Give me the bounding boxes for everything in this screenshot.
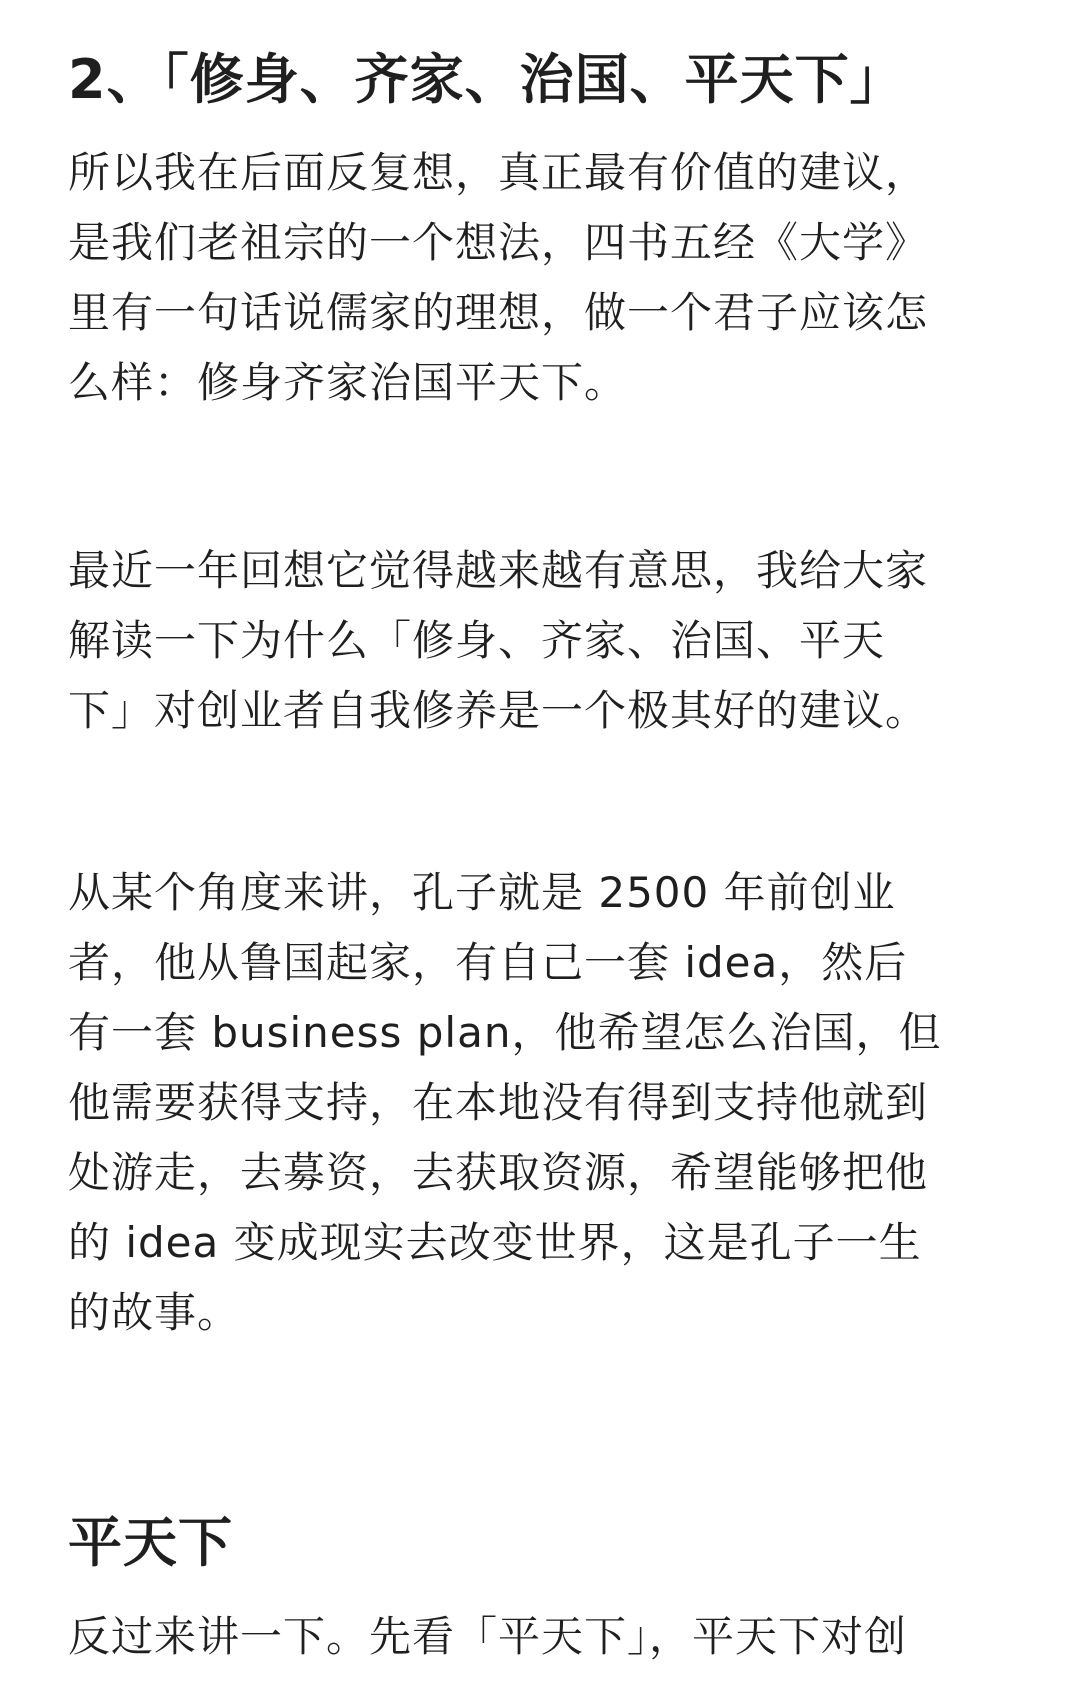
paragraph-line: 解读一下为什么「修身、齐家、治国、平天 [68, 616, 886, 665]
paragraph-line: 是我们老祖宗的一个想法，四书五经《大学》 [68, 218, 929, 267]
paragraph-line: 处游走，去募资，去获取资源，希望能够把他 [68, 1148, 929, 1197]
section-heading-xiushen: 2、「修身、齐家、治国、平天下」 [68, 48, 905, 111]
paragraph-line: 反过来讲一下。先看「平天下」，平天下对创 [68, 1612, 908, 1661]
paragraph-reflection [68, 536, 1012, 746]
paragraph-pingtianxia-intro [68, 1602, 1012, 1672]
section-heading-pingtianxia: 平天下 [68, 1511, 233, 1574]
paragraph-line: 有一套 business plan，他希望怎么治国，但 [68, 1008, 942, 1057]
paragraph-line: 的 idea 变成现实去改变世界，这是孔子一生 [68, 1218, 922, 1267]
paragraph-line: 么样：修身齐家治国平天下。 [68, 358, 628, 407]
paragraph-confucius-story [68, 858, 1012, 1348]
paragraph-line: 的故事。 [68, 1288, 241, 1337]
paragraph-line: 从某个角度来讲，孔子就是 2500 年前创业 [68, 868, 896, 917]
paragraph-line: 最近一年回想它觉得越来越有意思，我给大家 [68, 546, 929, 595]
paragraph-line: 所以我在后面反复想，真正最有价值的建议， [68, 148, 929, 197]
paragraph-line: 者，他从鲁国起家，有自己一套 idea，然后 [68, 938, 908, 987]
paragraph-line: 他需要获得支持，在本地没有得到支持他就到 [68, 1078, 929, 1127]
paragraph-daxue-quote [68, 138, 1012, 418]
paragraph-line: 下」对创业者自我修养是一个极其好的建议。 [68, 686, 929, 735]
paragraph-line: 里有一句话说儒家的理想，做一个君子应该怎 [68, 288, 929, 337]
